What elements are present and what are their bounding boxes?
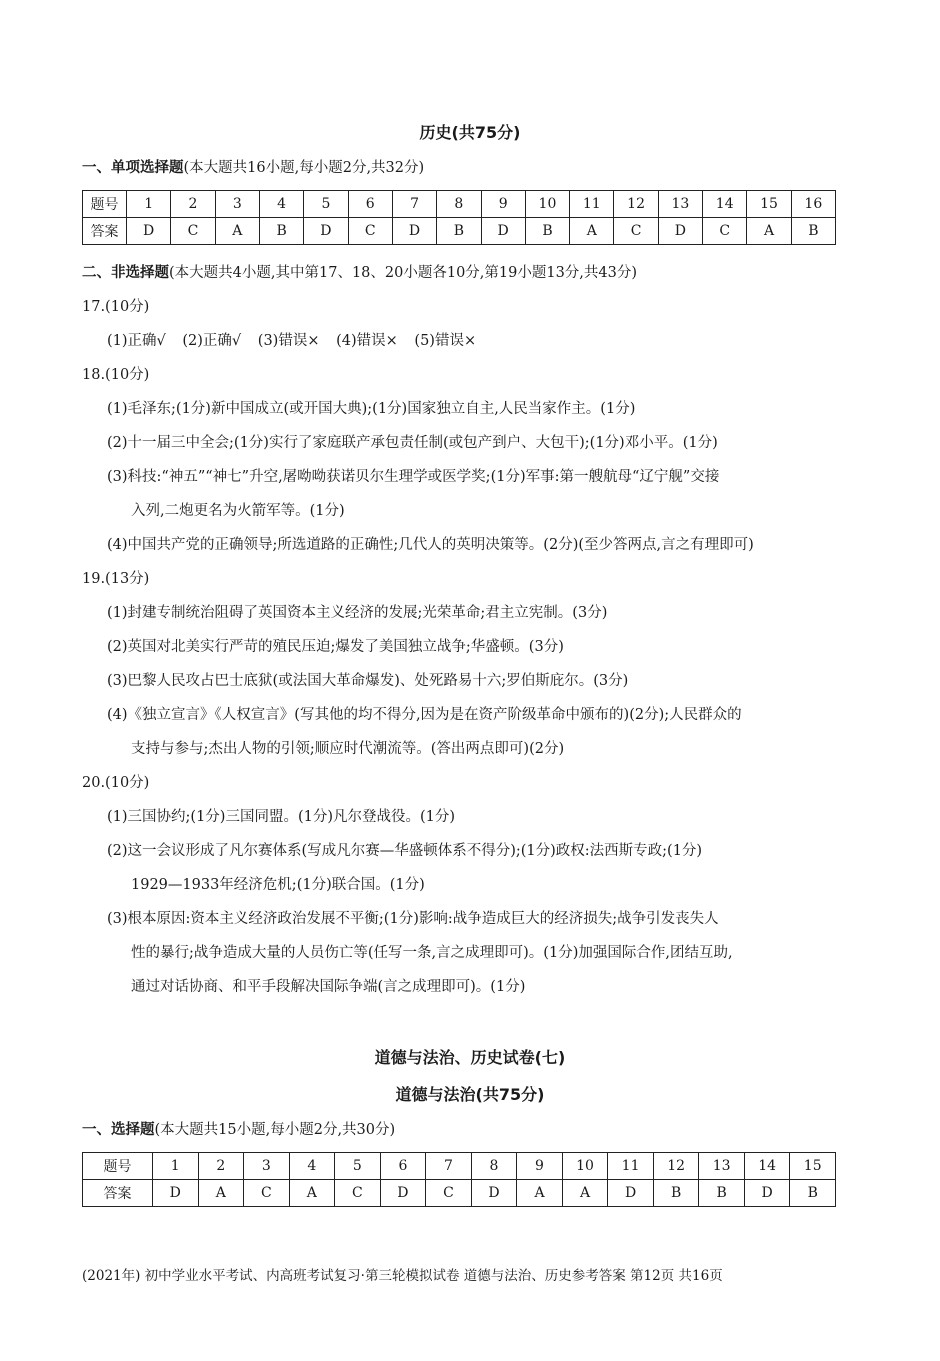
table-row-numbers <box>83 1153 836 1180</box>
part2-heading-label: 二、非选择题 <box>82 265 169 281</box>
table-cell: A <box>289 1180 335 1207</box>
table-cell: D <box>153 1180 199 1207</box>
q17-item: (5)错误× <box>414 333 477 349</box>
table-cell: B <box>653 1180 699 1207</box>
table-row-label: 答案 <box>83 1180 153 1207</box>
table-cell: 2 <box>171 191 215 218</box>
q18-line-3b: 入列,二炮更名为火箭军等。(1分) <box>131 503 345 519</box>
table-row-label: 题号 <box>83 191 127 218</box>
q20-line-3c: 通过对话协商、和平手段解决国际争端(言之成理即可)。(1分) <box>131 979 526 995</box>
table-cell: D <box>380 1180 426 1207</box>
q17-label: 17.(10分) <box>82 299 150 315</box>
q18-line-3a: (3)科技:“神五”“神七”升空,屠呦呦获诺贝尔生理学或医学奖;(1分)军事:第一艘航母“辽宁舰”交接 <box>107 469 720 485</box>
table-cell: 7 <box>426 1153 472 1180</box>
table-cell: B <box>259 218 303 245</box>
part1-heading-label: 一、单项选择题 <box>82 160 184 176</box>
q18-line-1: (1)毛泽东;(1分)新中国成立(或开国大典);(1分)国家独立自主,人民当家作主。(1分) <box>107 401 636 417</box>
table-cell: C <box>348 218 392 245</box>
table-cell: 14 <box>744 1153 790 1180</box>
table-cell: B <box>699 1180 745 1207</box>
table-cell: A <box>198 1180 244 1207</box>
table-cell: B <box>791 218 835 245</box>
q19-line-1: (1)封建专制统治阻碍了英国资本主义经济的发展;光荣革命;君主立宪制。(3分) <box>107 605 608 621</box>
table-cell: D <box>481 218 525 245</box>
table-row-numbers <box>83 191 836 218</box>
table-cell: 2 <box>198 1153 244 1180</box>
table-cell: C <box>614 218 658 245</box>
table-cell: C <box>426 1180 472 1207</box>
table-cell: B <box>790 1180 836 1207</box>
table-cell: 5 <box>335 1153 381 1180</box>
part3-heading-label: 一、选择题 <box>82 1122 155 1138</box>
table-cell: 6 <box>380 1153 426 1180</box>
history-title: 历史(共75分) <box>419 123 521 142</box>
table-cell: 16 <box>791 191 835 218</box>
table-cell: 11 <box>570 191 614 218</box>
table-row-answers <box>83 1180 836 1207</box>
table-cell: 11 <box>608 1153 654 1180</box>
part3-heading <box>82 1118 395 1139</box>
table-cell: D <box>608 1180 654 1207</box>
table-row-label: 题号 <box>83 1153 153 1180</box>
q18-label: 18.(10分) <box>82 367 150 383</box>
table-row-answers <box>83 218 836 245</box>
table-cell: 10 <box>562 1153 608 1180</box>
table-cell: D <box>471 1180 517 1207</box>
q20-line-1: (1)三国协约;(1分)三国同盟。(1分)凡尔登战役。(1分) <box>107 809 456 825</box>
table-cell: 12 <box>653 1153 699 1180</box>
page-footer: (2021年) 初中学业水平考试、内高班考试复习·第三轮模拟试卷 道德与法治、历史参考答案 第12页 共16页 <box>82 1268 723 1284</box>
table-cell: 13 <box>658 191 702 218</box>
exam7-title: 道德与法治、历史试卷(七) <box>374 1048 566 1067</box>
q17-answers <box>107 329 488 350</box>
q18-line-2: (2)十一届三中全会;(1分)实行了家庭联产承包责任制(或包产到户、大包干);(1分)邓小平。(1分) <box>107 435 718 451</box>
table-cell: D <box>127 218 171 245</box>
q19-line-4a: (4)《独立宣言》《人权宣言》(写其他的均不得分,因为是在资产阶级革命中颁布的)(2分);人民群众的 <box>107 707 742 723</box>
history-answer-table <box>82 190 836 245</box>
table-cell: D <box>392 218 436 245</box>
table-cell: 12 <box>614 191 658 218</box>
q18-line-4: (4)中国共产党的正确领导;所选道路的正确性;几代人的英明决策等。(2分)(至少答两点,言之有理即可) <box>107 537 754 553</box>
table-cell: C <box>335 1180 381 1207</box>
table-cell: 4 <box>289 1153 335 1180</box>
table-cell: 6 <box>348 191 392 218</box>
table-cell: 3 <box>215 191 259 218</box>
part2-heading-desc: (本大题共4小题,其中第17、18、20小题各10分,第19小题13分,共43分) <box>169 265 638 281</box>
table-cell: B <box>437 218 481 245</box>
part2-heading <box>82 261 637 282</box>
q17-item: (4)错误× <box>336 333 398 349</box>
q19-line-2: (2)英国对北美实行严苛的殖民压迫;爆发了美国独立战争;华盛顿。(3分) <box>107 639 564 655</box>
table-cell: D <box>744 1180 790 1207</box>
q17-item: (3)错误× <box>257 333 320 349</box>
table-cell: 15 <box>747 191 791 218</box>
table-cell: 9 <box>481 191 525 218</box>
q20-line-3a: (3)根本原因:资本主义经济政治发展不平衡;(1分)影响:战争造成巨大的经济损失;战争引发丧失人 <box>107 911 719 927</box>
q20-label: 20.(10分) <box>82 775 150 791</box>
table-cell: 8 <box>437 191 481 218</box>
part1-heading-desc: (本大题共16小题,每小题2分,共32分) <box>183 160 425 176</box>
table-cell: 3 <box>244 1153 290 1180</box>
table-row-label: 答案 <box>83 218 127 245</box>
part3-heading-desc: (本大题共15小题,每小题2分,共30分) <box>154 1122 396 1138</box>
table-cell: 1 <box>127 191 171 218</box>
table-cell: 4 <box>259 191 303 218</box>
table-cell: A <box>570 218 614 245</box>
table-cell: 8 <box>471 1153 517 1180</box>
table-cell: 7 <box>392 191 436 218</box>
part1-heading <box>82 156 424 177</box>
table-cell: A <box>517 1180 563 1207</box>
table-cell: A <box>215 218 259 245</box>
table-cell: 1 <box>153 1153 199 1180</box>
table-cell: C <box>244 1180 290 1207</box>
morality-answer-table <box>82 1152 836 1207</box>
table-cell: 9 <box>517 1153 563 1180</box>
q17-item: (2)正确√ <box>182 333 242 349</box>
table-cell: 5 <box>304 191 348 218</box>
q17-item: (1)正确√ <box>107 333 166 349</box>
table-cell: 14 <box>703 191 747 218</box>
table-cell: D <box>304 218 348 245</box>
morality-title: 道德与法治(共75分) <box>395 1085 545 1104</box>
q20-line-3b: 性的暴行;战争造成大量的人员伤亡等(任写一条,言之成理即可)。(1分)加强国际合作,团结互助, <box>131 945 733 961</box>
table-cell: 10 <box>525 191 569 218</box>
q19-label: 19.(13分) <box>82 571 150 587</box>
q20-line-2b: 1929—1933年经济危机;(1分)联合国。(1分) <box>131 877 425 893</box>
q20-line-2a: (2)这一会议形成了凡尔赛体系(写成凡尔赛—华盛顿体系不得分);(1分)政权:法西斯专政;(1分) <box>107 843 703 859</box>
table-cell: D <box>658 218 702 245</box>
table-cell: 13 <box>699 1153 745 1180</box>
table-cell: A <box>562 1180 608 1207</box>
table-cell: 15 <box>790 1153 836 1180</box>
q19-line-4b: 支持与参与;杰出人物的引领;顺应时代潮流等。(答出两点即可)(2分) <box>131 741 565 757</box>
table-cell: C <box>171 218 215 245</box>
table-cell: A <box>747 218 791 245</box>
table-cell: C <box>703 218 747 245</box>
q19-line-3: (3)巴黎人民攻占巴士底狱(或法国大革命爆发)、处死路易十六;罗伯斯庇尔。(3分) <box>107 673 629 689</box>
table-cell: B <box>525 218 569 245</box>
